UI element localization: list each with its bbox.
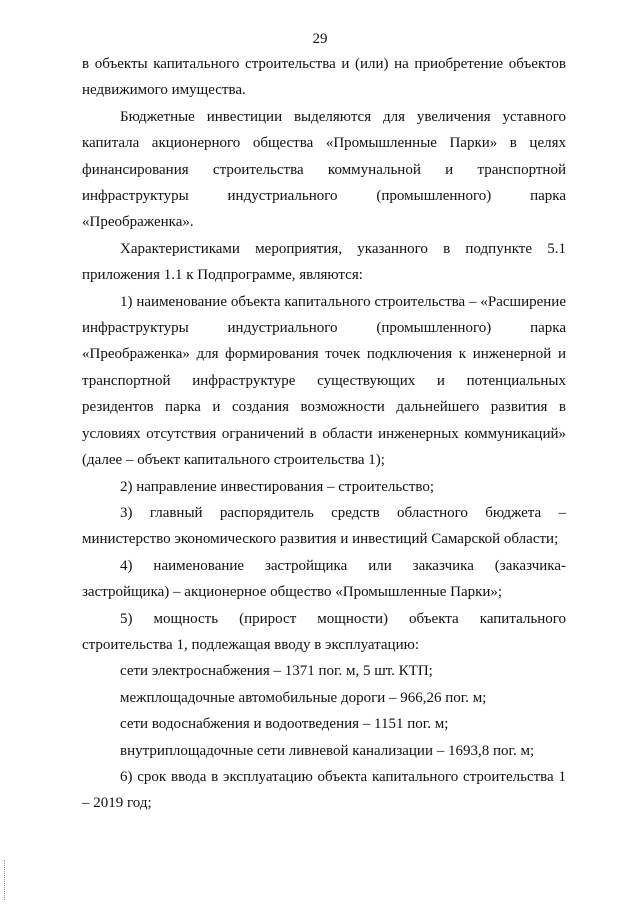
capacity-storm-sewer: внутриплощадочные сети ливневой канализации – 1693,8 пог. м; <box>120 742 535 759</box>
scan-margin-mark <box>4 860 7 900</box>
capacity-water-networks: сети водоснабжения и водоотведения – 1151 пог. м; <box>120 716 449 733</box>
list-item-chief-administrator: 3) главный распорядитель средств областного бюджета – министерство экономического развития и инвестиций Самарской области; <box>82 504 566 548</box>
list-item-developer-name: 4) наименование застройщика или заказчика (заказчика-застройщика) – акционерное общество «Промышленные Парки»; <box>82 557 566 601</box>
paragraph-budget-investments: Бюджетные инвестиции выделяются для увеличения уставного капитала акционерного общества «Промышленные Парки» в целях финансирования строительства коммунальной и транспортной инфраструктуры индустриального (промышленного) парка «Преображенка». <box>82 108 566 231</box>
document-body <box>82 51 566 817</box>
page-number: 29 <box>312 31 328 47</box>
list-item-investment-direction: 2) направление инвестирования – строительство; <box>120 478 435 495</box>
capacity-power-networks: сети электроснабжения – 1371 пог. м, 5 шт. КТП; <box>120 663 433 680</box>
list-item-object-name: 1) наименование объекта капитального строительства – «Расширение инфраструктуры индустриального (промышленного) парка «Преображенка» для формирования точек подключения к инженерной и транспортной инфраструктуре существующих и потенциальных резидентов парка и создания возможности дальнейшего развития в условиях отсутствия ограничений в области инженерных коммуникаций» (далее – объект капитального строительства 1); <box>82 293 566 469</box>
list-item-capacity: 5) мощность (прирост мощности) объекта капитального строительства 1, подлежащая вводу в эксплуатацию: <box>82 610 566 653</box>
list-item-commissioning-date: 6) срок ввода в эксплуатацию объекта капитального строительства 1 – 2019 год; <box>82 768 566 812</box>
paragraph-continuation: в объекты капитального строительства и (или) на приобретение объектов недвижимого имущества. <box>82 56 566 99</box>
capacity-roads: межплощадочные автомобильные дороги – 966,26 пог. м; <box>120 689 487 706</box>
paragraph-characteristics-intro: Характеристиками мероприятия, указанного в подпункте 5.1 приложения 1.1 к Подпрограмме, являются: <box>82 240 566 284</box>
